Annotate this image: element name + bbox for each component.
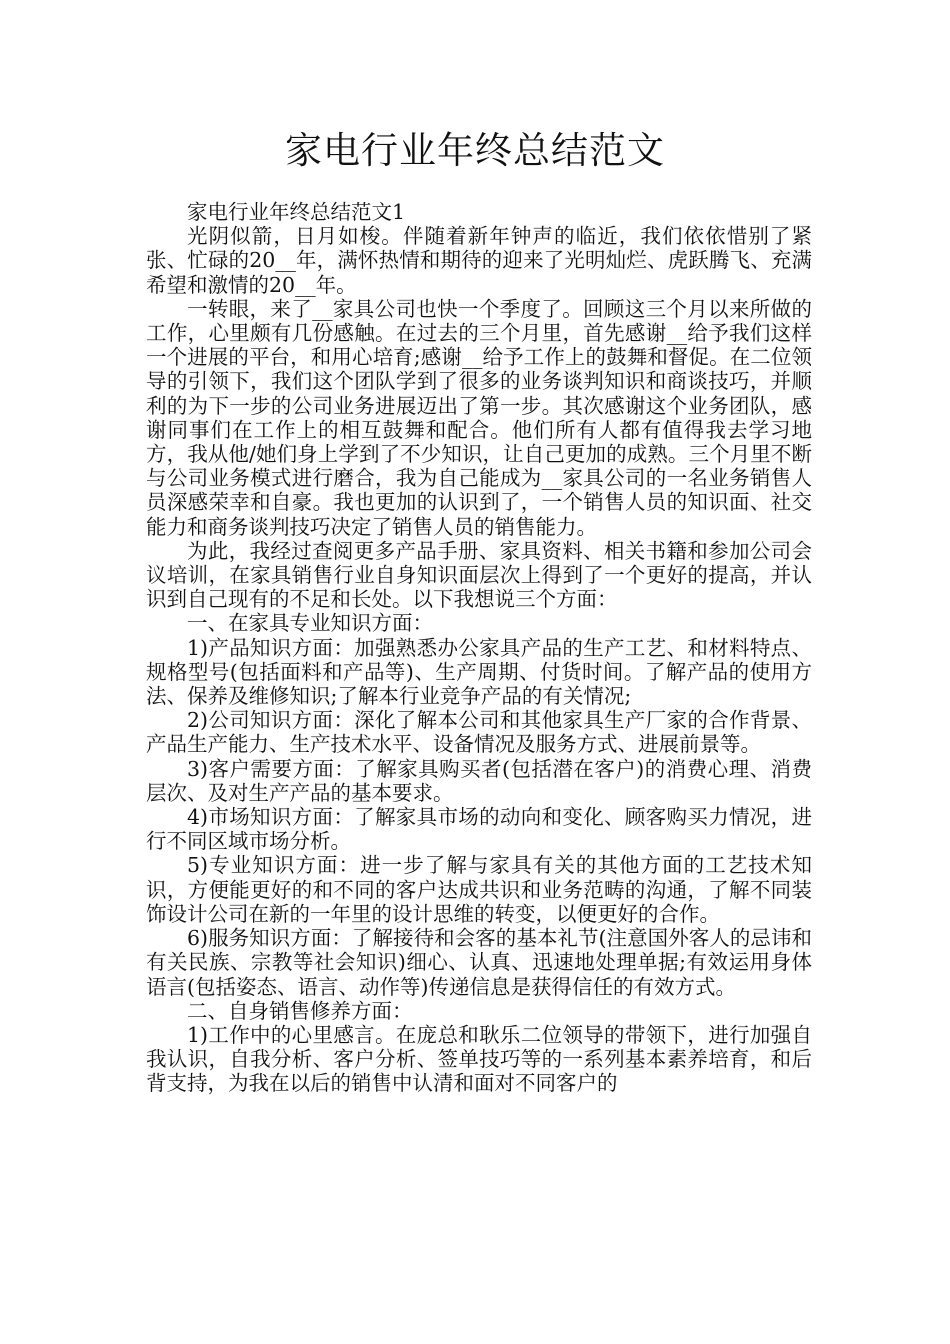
list-item-work-reflection: 1)工作中的心里感言。在庞总和耿乐二位领导的带领下，进行加强自我认识，自我分析、客户分析、签单技巧等的一系列基本素养培育，和后背支持，为我在以后的销售中认清和面对不同客户的 bbox=[146, 1022, 812, 1096]
list-item-customer-needs: 3)客户需要方面：了解家具购买者(包括潜在客户)的消费心理、消费层次、及对生产产品的基本要求。 bbox=[146, 756, 812, 805]
paragraph-subtitle: 家电行业年终总结范文1 bbox=[187, 200, 406, 224]
section-heading-self-cultivation: 二、自身销售修养方面： bbox=[187, 998, 413, 1023]
paragraph-improvement: 为此，我经过查阅更多产品手册、家具资料、相关书籍和参加公司会议培训，在家具销售行业自身知识面层次上得到了一个更好的提高，并认识到自己现有的不足和长处。以下我想说三个方面： bbox=[146, 538, 812, 612]
list-item-market-knowledge: 4)市场知识方面：了解家具市场的动向和变化、顾客购买力情况，进行不同区域市场分析。 bbox=[146, 805, 812, 854]
document-body bbox=[146, 200, 812, 1096]
list-item-service-knowledge: 6)服务知识方面：了解接待和会客的基本礼节(注意国外客人的忌讳和有关民族、宗教等社会知识)细心、认真、迅速地处理单据;有效运用身体语言(包括姿态、语言、动作等)传递信息是获得信任的有效方式。 bbox=[146, 926, 812, 999]
section-heading-knowledge: 一、在家具专业知识方面： bbox=[187, 611, 433, 636]
list-item-professional-knowledge: 5)专业知识方面：进一步了解与家具有关的其他方面的工艺技术知识，方便能更好的和不同的客户达成共识和业务范畴的沟通，了解不同装饰设计公司在新的一年里的设计思维的转变，以便更好的合作。 bbox=[146, 853, 812, 926]
paragraph-review: 一转眼，来了__家具公司也快一个季度了。回顾这三个月以来所做的工作，心里颇有几份感触。在过去的三个月里，首先感谢__给予我们这样一个进展的平台，和用心培育;感谢__给予工作上的鼓舞和督促。在二位领导的引领下，我们这个团队学到了很多的业务谈判知识和商谈技巧，并顺利的为下一步的公司业务进展迈出了第一步。其次感谢这个业务团队，感谢同事们在工作上的相互鼓舞和配合。他们所有人都有值得我去学习地方，我从他/她们身上学到了不少知识，让自己更加的成熟。三个月里不断与公司业务模式进行磨合，我为自己能成为__家具公司的一名业务销售人员深感荣幸和自豪。我也更加的认识到了，一个销售人员的知识面、社交能力和商务谈判技巧决定了销售人员的销售能力。 bbox=[146, 296, 812, 539]
document-title: 家电行业年终总结范文 bbox=[285, 129, 665, 172]
list-item-company-knowledge: 2)公司知识方面：深化了解本公司和其他家具生产厂家的合作背景、产品生产能力、生产技术水平、设备情况及服务方式、进展前景等。 bbox=[146, 708, 812, 757]
paragraph-intro: 光阴似箭，日月如梭。伴随着新年钟声的临近，我们依依惜别了紧张、忙碌的20__年，满怀热情和期待的迎来了光明灿烂、虎跃腾飞、充满希望和激情的20__年。 bbox=[146, 224, 812, 297]
list-item-product-knowledge: 1)产品知识方面：加强熟悉办公家具产品的生产工艺、和材料特点、规格型号(包括面料和产品等)、生产周期、付货时间。了解产品的使用方法、保养及维修知识;了解本行业竞争产品的有关情况; bbox=[146, 635, 812, 709]
